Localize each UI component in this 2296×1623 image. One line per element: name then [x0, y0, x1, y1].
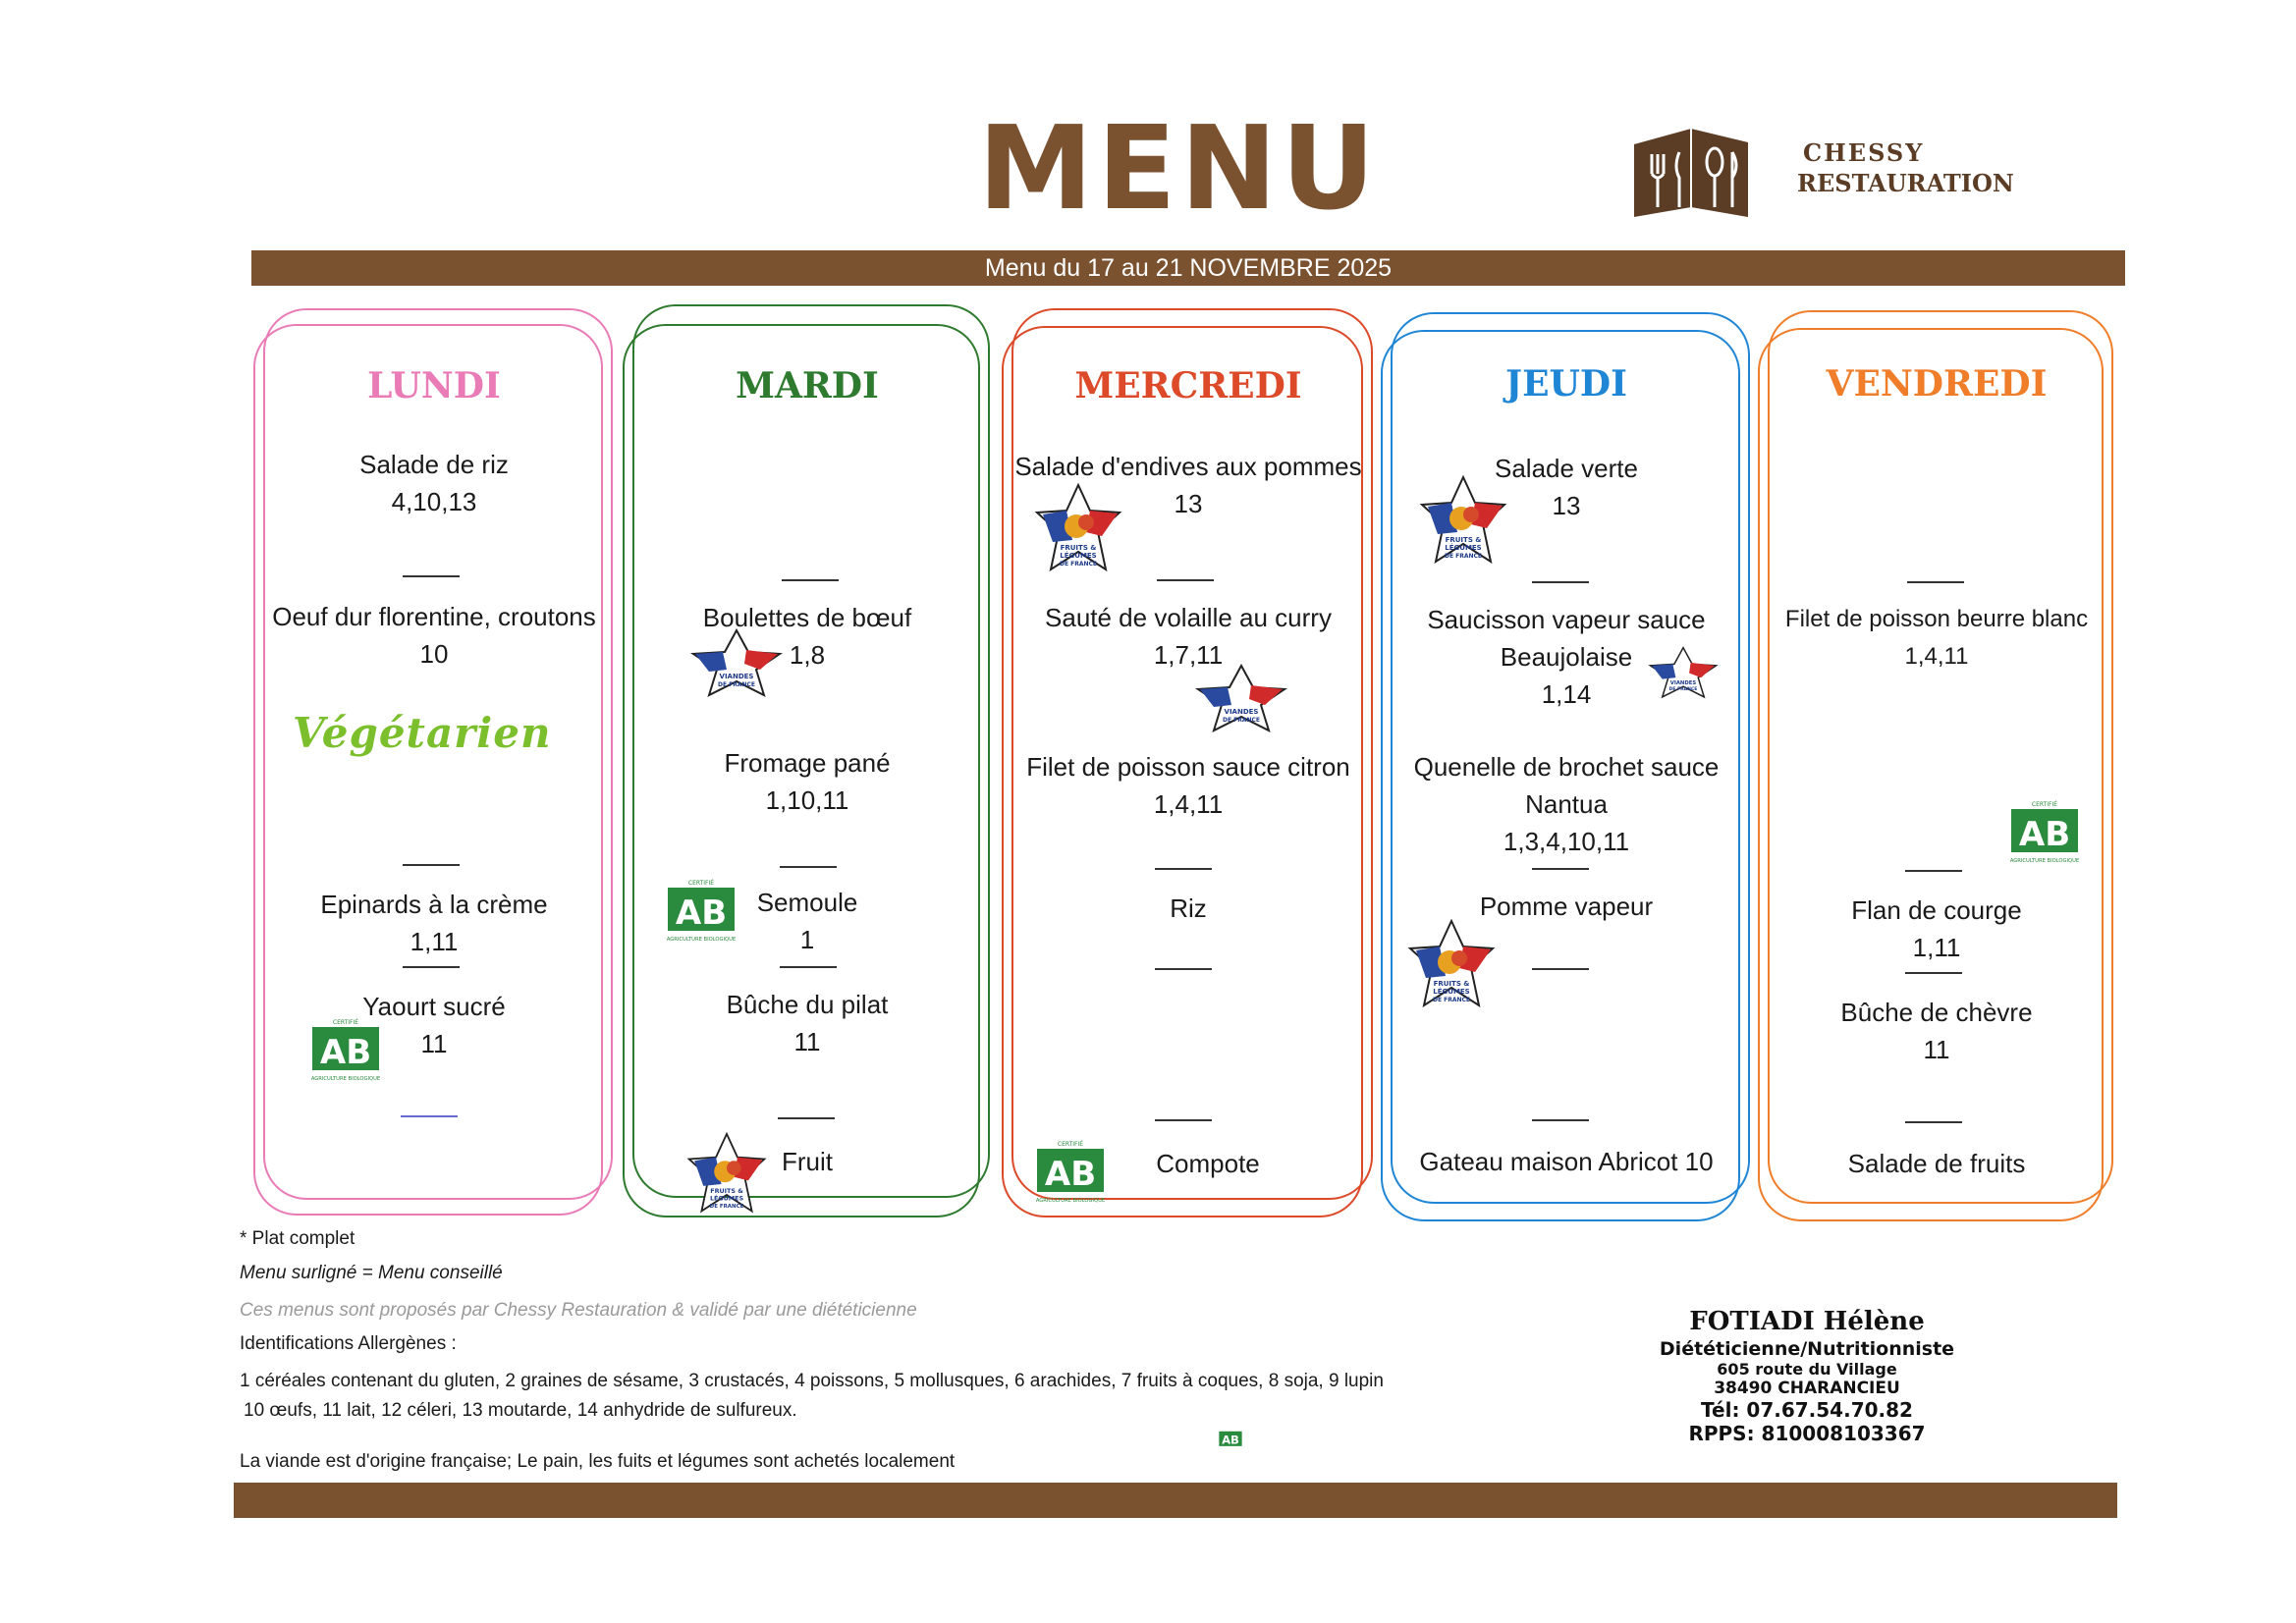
menu-item: Riz	[1170, 893, 1207, 923]
day-title-mardi: MARDI	[736, 365, 879, 406]
viandes-france-icon	[1646, 634, 1721, 709]
vf-text-1: VIANDES	[719, 673, 754, 680]
menu-item: Bûche du pilat 11	[726, 990, 889, 1056]
separator	[401, 1115, 458, 1117]
menu-item: Filet de poisson sauce citron 1,4,11	[1026, 752, 1350, 819]
dieteticienne-address1: 605 route du Village	[1717, 1360, 1897, 1379]
separator	[1157, 579, 1214, 581]
dieteticienne-rpps: RPPS: 810008103367	[1688, 1422, 1926, 1445]
origine-note: La viande est d'origine française; Le pain, les fuits et légumes sont achetés localement	[240, 1451, 956, 1472]
day-card-mercredi	[1002, 308, 1375, 1221]
viandes-france-icon	[687, 624, 786, 699]
menu-item: Filet de poisson beurre blanc 1,4,11	[1784, 606, 2089, 670]
vf-text-1: VIANDES	[1669, 679, 1697, 686]
fl-text-1: FRUITS &	[1060, 544, 1097, 552]
fl-text-2: LÉGUMES	[1445, 544, 1482, 552]
separator	[780, 966, 837, 968]
logo-text	[1797, 137, 2014, 198]
separator	[778, 1117, 835, 1119]
fl-text-2: LÉGUMES	[1433, 988, 1470, 996]
separator	[1155, 868, 1212, 870]
ab-top-text: CERTIFIÉ	[687, 880, 715, 887]
day-title-vendredi: VENDREDI	[1826, 363, 2048, 405]
vf-text-2: DE FRANCE	[717, 681, 756, 688]
fl-text-2: LÉGUMES	[709, 1194, 744, 1203]
allergenes-line2: 10 œufs, 11 lait, 12 céleri, 13 moutarde, 14 anhydride de sulfureux.	[244, 1400, 797, 1421]
separator	[1905, 972, 1962, 974]
ab-bio-icon	[308, 1017, 383, 1084]
day-title-mercredi: MERCREDI	[1074, 365, 1302, 406]
dieteticienne-tel: Tél: 07.67.54.70.82	[1701, 1398, 1913, 1422]
day-title-jeudi: JEUDI	[1505, 363, 1627, 405]
menu-item: Semoule 1	[756, 888, 858, 954]
menu-item: Quenelle de brochet sauce Nantua 1,3,4,10,11	[1413, 752, 1720, 856]
separator	[780, 866, 837, 868]
separator	[1532, 1119, 1589, 1121]
ab-bottom-text: AGRICULTURE BIOLOGIQUE	[2009, 858, 2080, 864]
menu-item: Pomme vapeur	[1479, 892, 1654, 921]
menu-item: Sauté de volaille au curry 1,7,11	[1045, 603, 1332, 670]
fl-text-1: FRUITS &	[710, 1187, 743, 1196]
vf-text-1: VIANDES	[1224, 708, 1259, 716]
separator	[403, 575, 460, 577]
separator	[403, 966, 460, 968]
fruits-legumes-france-icon	[1033, 481, 1123, 577]
menu-item: Saucisson vapeur sauce Beaujolaise 1,14	[1427, 605, 1706, 709]
separator	[1532, 868, 1589, 870]
validation-note: Ces menus sont proposés par Chessy Restauration & validé par une diététicienne	[240, 1300, 917, 1321]
menu-item: Salade de riz 4,10,13	[359, 450, 509, 516]
allergenes-title: Identifications Allergènes :	[240, 1333, 457, 1354]
day-card-mardi	[623, 304, 992, 1223]
separator	[1155, 968, 1212, 970]
ab-mark-text: AB	[2018, 815, 2071, 854]
menu-item: Salade d'endives aux pommes 13	[1014, 452, 1362, 518]
menu-item: Fromage pané 1,10,11	[724, 748, 891, 815]
bottom-band	[234, 1483, 2117, 1518]
menu-item: Boulettes de bœuf 1,8	[702, 603, 912, 670]
dieteticienne-role: Diététicienne/Nutritionniste	[1659, 1338, 1955, 1360]
menu-item: Yaourt sucré 11	[362, 992, 506, 1058]
ab-mark-text: AB	[319, 1033, 372, 1072]
ab-bottom-text: AGRICULTURE BIOLOGIQUE	[310, 1076, 381, 1082]
vf-text-2: DE FRANCE	[1668, 687, 1698, 692]
day-card-jeudi	[1381, 312, 1752, 1223]
period-banner: Menu du 17 au 21 NOVEMBRE 2025	[251, 250, 2125, 286]
logo-line2: RESTAURATION	[1797, 169, 2014, 197]
fruits-legumes-france-icon	[1406, 917, 1497, 1013]
separator	[1532, 968, 1589, 970]
menu-conseille-note: Menu surligné = Menu conseillé	[240, 1263, 503, 1283]
separator	[782, 579, 839, 581]
dieteticienne-block	[1611, 1306, 2003, 1445]
separator	[1905, 870, 1962, 872]
fruits-legumes-france-icon	[1418, 473, 1508, 569]
ab-bio-icon	[664, 878, 738, 945]
fl-text-3: DE FRANCE	[1059, 561, 1098, 568]
fl-text-2: LÉGUMES	[1060, 552, 1097, 560]
menu-item: Oeuf dur florentine, croutons 10	[272, 602, 596, 669]
viandes-france-icon	[1192, 660, 1290, 734]
dieteticienne-name: FOTIADI Hélène	[1689, 1307, 1925, 1336]
ab-mark-text: AB	[1222, 1433, 1239, 1447]
vf-text-2: DE FRANCE	[1222, 717, 1261, 724]
menu-item: Bûche de chèvre 11	[1840, 998, 2033, 1064]
fl-text-1: FRUITS &	[1445, 536, 1482, 544]
allergenes-line1: 1 céréales contenant du gluten, 2 graines de sésame, 3 crustacés, 4 poissons, 5 mollusques, 6 arachides, 7 fruits à coques, 8 soja, 9 lupin	[240, 1371, 1384, 1391]
day-title-lundi: LUNDI	[367, 365, 501, 406]
ab-bottom-text: AGRICULTURE BIOLOGIQUE	[666, 937, 737, 943]
ab-bio-icon	[1218, 1428, 1243, 1451]
vegetarien-label: Végétarien	[293, 709, 552, 757]
ab-bottom-text: AGRICULTURE BIOLOGIQUE	[1035, 1198, 1106, 1204]
menu-item: Salade verte 13	[1495, 454, 1638, 520]
fl-text-1: FRUITS &	[1433, 980, 1470, 988]
ab-bio-icon	[2007, 799, 2082, 866]
fl-text-3: DE FRANCE	[1444, 553, 1483, 560]
fl-text-3: DE FRANCE	[1432, 997, 1471, 1003]
menu-item: Gateau maison Abricot 10	[1419, 1147, 1714, 1176]
separator	[1905, 1121, 1962, 1123]
plat-complet-note: * Plat complet	[240, 1228, 355, 1249]
ab-mark-text: AB	[1044, 1155, 1097, 1194]
menu-title: MENU	[977, 100, 1380, 236]
menu-item: Fruit	[782, 1147, 833, 1176]
menu-item: Compote	[1156, 1149, 1260, 1178]
ab-top-text: CERTIFIÉ	[2031, 801, 2058, 808]
ab-mark-text: AB	[675, 893, 728, 933]
ab-bio-icon	[1033, 1139, 1108, 1206]
menu-item: Epinards à la crème 1,11	[320, 890, 548, 956]
ab-top-text: CERTIFIÉ	[1057, 1141, 1084, 1148]
separator	[403, 864, 460, 866]
separator	[1155, 1119, 1212, 1121]
dieteticienne-address2: 38490 CHARANCIEU	[1714, 1379, 1900, 1398]
menu-item: Salade de fruits	[1847, 1149, 2026, 1178]
fl-text-3: DE FRANCE	[709, 1203, 744, 1210]
day-card-vendredi	[1758, 310, 2115, 1225]
separator	[1532, 581, 1589, 583]
menu-item: Flan de courge 1,11	[1851, 895, 2022, 962]
logo-line1: CHESSY	[1803, 138, 1925, 167]
separator	[1907, 581, 1964, 583]
ab-top-text: CERTIFIÉ	[332, 1019, 359, 1026]
fruits-legumes-france-icon	[685, 1125, 768, 1223]
